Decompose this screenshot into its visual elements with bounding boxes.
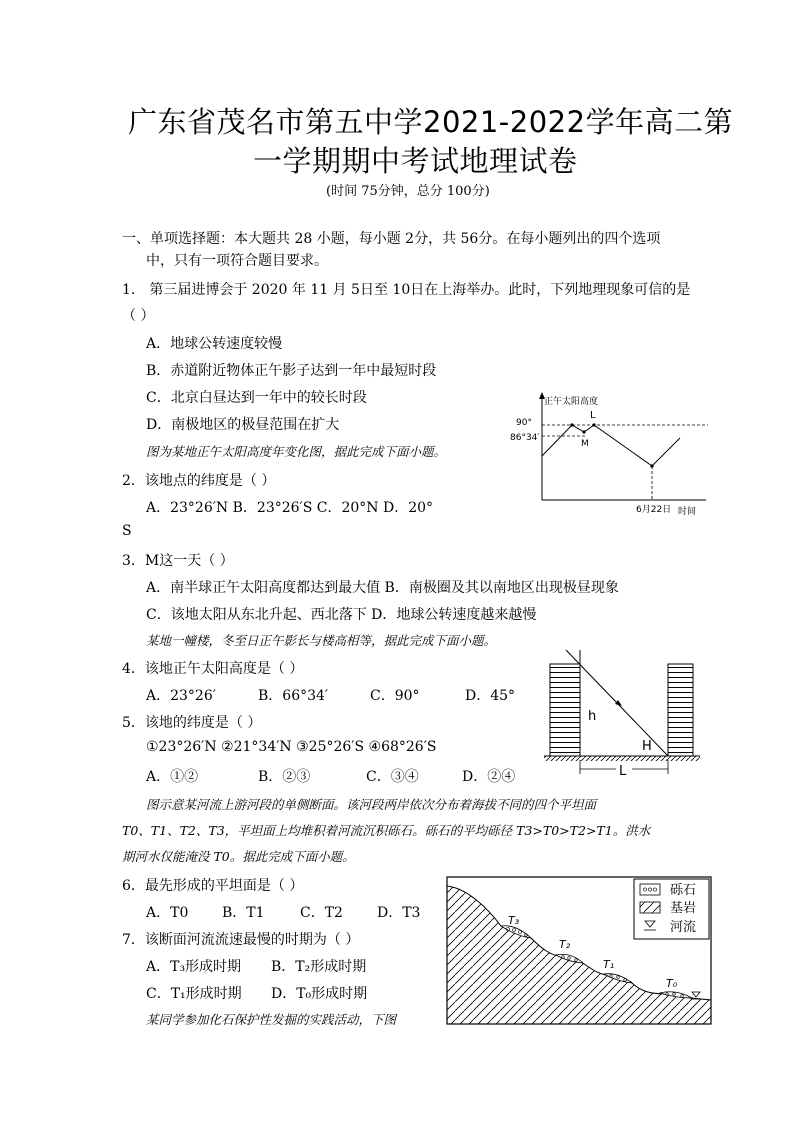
- label-l: L: [590, 410, 596, 421]
- sun-altitude-curve: [542, 425, 680, 466]
- q2-options-wrap: S: [122, 523, 132, 539]
- q7-option-b: B．T₂形成时期: [271, 959, 367, 975]
- q4-option-c: C．90°: [370, 688, 420, 704]
- page-title-line2: 一学期期中考试地理试卷: [253, 144, 578, 178]
- date-label: 6月22日: [636, 505, 672, 515]
- q1-option-d: D．南极地区的极昼范围在扩大: [146, 417, 340, 433]
- trailing-text: 某同学参加化石保护性发掘的实践活动，下图: [146, 1012, 397, 1027]
- q1-stem-bracket: （ ）: [122, 308, 155, 324]
- left-building: [550, 664, 580, 756]
- q4-option-a: A．23°26′: [146, 688, 216, 704]
- sun-altitude-chart: [508, 388, 714, 520]
- q5-option-b: B．②③: [258, 769, 311, 785]
- tick-86: 86°34′: [510, 433, 540, 443]
- q3-options-ab: A．南半球正午太阳高度都达到最大值 B．南极圈及其以南地区出现极昼现象: [146, 580, 619, 596]
- q1-stem: 1． 第三届进博会于 2020 年 11 月 5日至 10日在上海举办。此时，下列地理现象可信的是: [122, 282, 691, 298]
- q7-option-c: C．T₁形成时期: [146, 986, 242, 1002]
- ground-hatch: [544, 756, 700, 761]
- legend-bedrock-swatch: [640, 902, 660, 913]
- q1-option-b: B．赤道附近物体正午影子达到一年中最短时段: [146, 363, 437, 379]
- legend-bedrock-label: 基岩: [670, 901, 697, 916]
- section-instruction-line1: 一、单项选择题：本大题共 28 小题，每小题 2分，共 56分。在每小题列出的四个选项: [122, 231, 661, 247]
- legend-gravel-swatch: [640, 884, 660, 895]
- building-shadow-figure: [544, 648, 700, 778]
- tick-90: 90°: [516, 418, 532, 428]
- label-H: H: [642, 739, 652, 754]
- q5-option-d: D．②④: [462, 769, 516, 785]
- point-m: [582, 430, 585, 433]
- fig3-intro-line1: 图示意某河流上游河段的单侧断面。该河段两岸依次分布着海拔不同的四个平坦面: [146, 797, 597, 812]
- exam-duration: (时间 75分钟，总分 100分): [326, 184, 490, 199]
- q2-options: A．23°26′N B．23°26′S C．20°N D．20°: [146, 500, 434, 516]
- fig3-intro-line3: 期河水仅能淹没 T0。据此完成下面小题。: [122, 849, 355, 864]
- fig2-intro: 某地一幢楼，冬至日正午影长与楼高相等，据此完成下面小题。: [146, 633, 497, 648]
- label-h: h: [588, 709, 597, 724]
- label-t0: T₀: [666, 977, 678, 990]
- q6-stem: 6．最先形成的平坦面是（ ）: [122, 878, 304, 894]
- q6-option-c: C．T2: [300, 905, 343, 921]
- q2-stem: 2．该地点的纬度是（ ）: [122, 473, 276, 489]
- q3-stem: 3．M这一天（ ）: [122, 553, 234, 569]
- q5-option-c: C．③④: [366, 769, 419, 785]
- point-peak-1: [570, 423, 573, 426]
- q1-option-c: C．北京白昼达到一年中的较长时段: [146, 390, 367, 406]
- q7-option-a: A．T₃形成时期: [146, 959, 242, 975]
- label-t1: T₁: [603, 958, 615, 971]
- q7-option-d: D．T₀形成时期: [271, 986, 368, 1002]
- label-t2: T₂: [559, 938, 571, 951]
- q5-stem: 5．该地的纬度是（ ）: [122, 715, 262, 731]
- q5-option-a: A．①②: [146, 769, 199, 785]
- river-terrace-figure: [446, 876, 712, 1026]
- right-building: [668, 664, 693, 756]
- section-instruction-line2: 中，只有一项符合题目要求。: [146, 253, 328, 269]
- point-l: [592, 423, 595, 426]
- fig3-intro-line2: T0、T1、T2、T3，平坦面上均堆积着河流沉积砾石。砾石的平均砾径 T3>T0>T2>T1。洪水: [122, 823, 651, 838]
- q6-option-d: D．T3: [377, 905, 421, 921]
- q6-option-b: B．T1: [222, 905, 265, 921]
- label-m: M: [581, 439, 589, 449]
- x-axis-label: 时间: [678, 507, 697, 517]
- y-axis-label: 正午太阳高度: [544, 397, 599, 407]
- legend-river-label: 河流: [670, 920, 697, 935]
- q5-choices: ①23°26′N ②21°34′N ③25°26′S ④68°26′S: [146, 739, 437, 755]
- label-L: L: [619, 764, 627, 778]
- fig1-intro: 图为某地正午太阳高度年变化图，据此完成下面小题。: [146, 444, 447, 459]
- legend-gravel-label: 砾石: [670, 883, 697, 898]
- q3-options-cd: C．该地太阳从东北升起、西北落下 D．地球公转速度越来越慢: [146, 607, 537, 623]
- page-title-line1: 广东省茂名市第五中学2021-2022学年高二第: [128, 105, 734, 139]
- q6-option-a: A．T0: [146, 905, 189, 921]
- label-t3: T₃: [508, 914, 520, 927]
- q4-option-b: B．66°34′: [258, 688, 329, 704]
- q4-option-d: D．45°: [465, 688, 516, 704]
- q4-stem: 4．该地正午太阳高度是（ ）: [122, 661, 304, 677]
- q7-stem: 7．该断面河流流速最慢的时期为（ ）: [122, 932, 360, 948]
- q1-option-a: A．地球公转速度较慢: [146, 336, 283, 352]
